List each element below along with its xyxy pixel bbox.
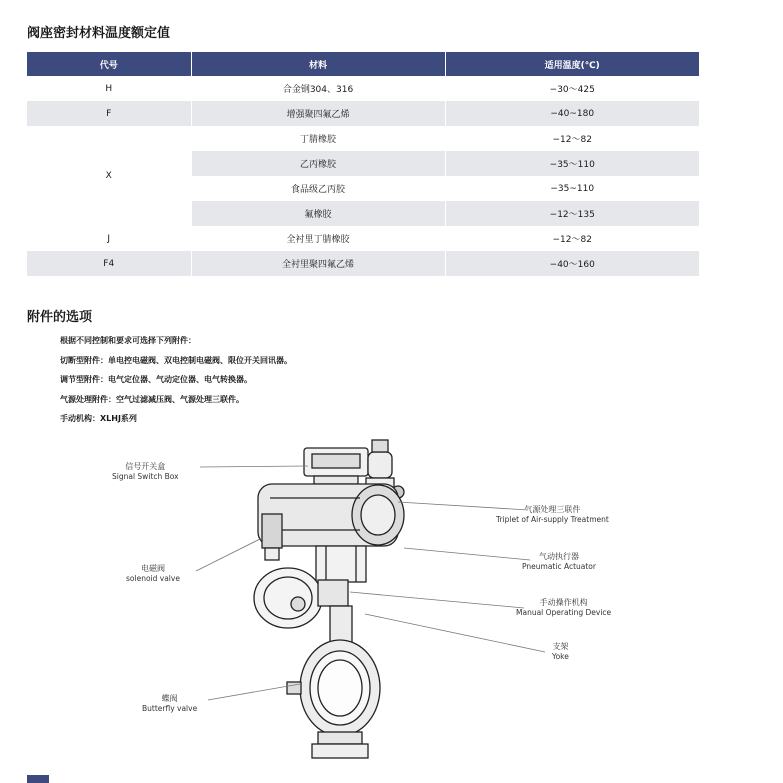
callout-yoke bbox=[552, 642, 569, 662]
callout-en: solenoid valve bbox=[126, 574, 180, 583]
accessory-section-title: 附件的选项 bbox=[27, 310, 93, 325]
callout-zh: 气源处理三联件 bbox=[524, 505, 581, 514]
cell-temp: −35~110 bbox=[550, 183, 595, 194]
solenoid-valve-drawing bbox=[262, 514, 282, 560]
accessory-line: 手动机构：XLHJ系列 bbox=[60, 414, 137, 423]
callout-zh: 手动操作机构 bbox=[539, 598, 588, 607]
cell-material: 丁腈橡胶 bbox=[191, 126, 445, 151]
cell-code: F bbox=[27, 101, 191, 126]
cell-material: 增强聚四氟乙烯 bbox=[191, 101, 445, 126]
header-code: 代号 bbox=[27, 52, 191, 76]
table-row bbox=[27, 251, 699, 276]
table-row bbox=[27, 126, 699, 151]
callout-zh: 支架 bbox=[552, 642, 569, 651]
callout-zh: 气动执行器 bbox=[538, 552, 579, 561]
header-material: 材料 bbox=[191, 52, 445, 76]
cell-temp: −12～135 bbox=[445, 201, 699, 226]
table-section-title: 阀座密封材料温度额定值 bbox=[27, 26, 171, 41]
cell-material: 乙丙橡胶 bbox=[191, 151, 445, 176]
accessory-line: 切断型附件：单电控电磁阀、双电控制电磁阀、限位开关回讯器。 bbox=[60, 355, 292, 365]
callout-en: Yoke bbox=[552, 652, 569, 661]
accessory-line: 调节型附件：电气定位器、气动定位器、电气转换器。 bbox=[60, 375, 252, 384]
callout-zh: 电磁阀 bbox=[140, 564, 165, 573]
table-row bbox=[27, 101, 699, 126]
callout-en: Signal Switch Box bbox=[112, 472, 179, 481]
signal-switch-box-drawing bbox=[304, 448, 368, 484]
callout-en: Manual Operating Device bbox=[516, 608, 612, 617]
callout-zh: 信号开关盒 bbox=[125, 462, 166, 471]
callout-pneumatic-actuator bbox=[522, 552, 596, 572]
cell-material: 全衬里丁腈橡胶 bbox=[191, 226, 445, 251]
butterfly-valve-drawing bbox=[287, 640, 380, 758]
cell-temp: −12～82 bbox=[552, 235, 592, 245]
cell-temp: −35～110 bbox=[445, 151, 699, 176]
leader-line bbox=[200, 466, 308, 467]
cell-temp: −30～425 bbox=[549, 85, 595, 95]
accessory-list bbox=[60, 331, 292, 429]
leader-line bbox=[196, 538, 262, 571]
callout-signal-switch-box bbox=[112, 462, 179, 482]
cell-temp: −12～82 bbox=[552, 135, 592, 145]
callout-en: Pneumatic Actuator bbox=[522, 562, 596, 571]
cell-material: 全衬里聚四氟乙烯 bbox=[191, 251, 445, 276]
cell-code: X bbox=[27, 126, 191, 226]
cell-material: 合金钢304、316 bbox=[191, 76, 445, 101]
leader-line bbox=[365, 614, 545, 652]
cell-code: F4 bbox=[27, 251, 191, 276]
accessory-line: 气源处理附件：空气过滤减压阀、气源处理三联件。 bbox=[60, 394, 244, 404]
accessory-line: 根据不同控制和要求可选择下列附件： bbox=[60, 336, 196, 345]
leader-line bbox=[208, 684, 300, 700]
leader-line bbox=[404, 548, 530, 560]
callout-solenoid-valve bbox=[126, 564, 180, 584]
handwheel-drawing bbox=[254, 568, 352, 646]
yoke-drawing bbox=[316, 546, 366, 582]
table-row bbox=[27, 76, 699, 101]
cell-material: 食品级乙丙胶 bbox=[191, 176, 445, 201]
callout-butterfly-valve bbox=[142, 694, 197, 714]
callout-en: Butterfly valve bbox=[142, 704, 198, 713]
footer-tab-marker bbox=[27, 775, 49, 783]
callout-manual-operating-device bbox=[516, 598, 611, 618]
table-header-row bbox=[27, 52, 699, 76]
callout-en: Triplet of Air-supply Treatment bbox=[496, 515, 609, 524]
cell-code: H bbox=[27, 76, 191, 101]
cell-temp: −40~180 bbox=[445, 101, 699, 126]
header-temperature: 适用温度(℃) bbox=[445, 52, 699, 76]
cell-temp: −40～160 bbox=[445, 251, 699, 276]
callout-air-supply-triplet bbox=[496, 505, 609, 525]
leader-line bbox=[350, 592, 524, 608]
cell-code: J bbox=[27, 226, 191, 251]
seat-material-table bbox=[27, 52, 699, 276]
callout-zh: 蝶阀 bbox=[161, 694, 178, 703]
cell-material: 氟橡胶 bbox=[191, 201, 445, 226]
table-row bbox=[27, 226, 699, 251]
